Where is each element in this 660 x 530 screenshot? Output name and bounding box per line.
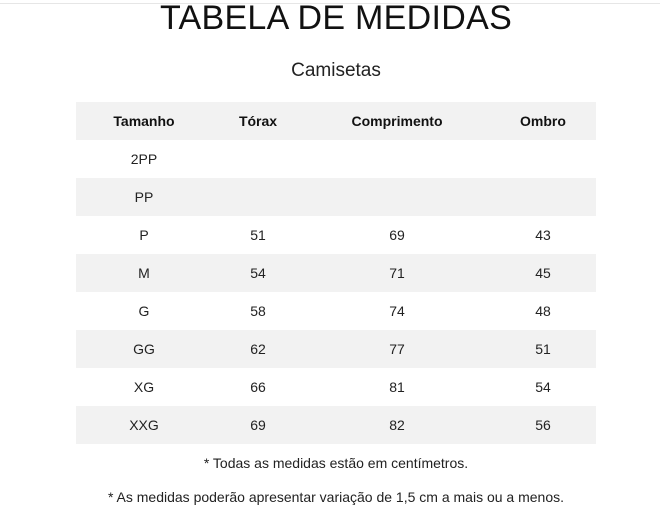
cell-chest: 62 [212,330,304,368]
cell-chest [212,178,304,216]
cell-chest: 51 [250,227,266,243]
cell-length: 81 [389,379,405,395]
header-shoulder: Ombro [490,102,596,140]
cell-size: M [76,254,212,292]
cell-shoulder: 45 [490,254,596,292]
header-chest: Tórax [212,102,304,140]
table-row [76,330,596,368]
cell-chest [212,140,304,178]
cell-shoulder: 56 [490,406,596,444]
cell-shoulder [490,140,596,178]
table-row [76,178,596,216]
size-table [76,102,596,444]
cell-size: 2PP [130,151,158,167]
cell-shoulder: 48 [535,303,551,319]
units-note: * Todas as medidas estão em centímetros. [203,455,469,471]
cell-length: 77 [304,330,490,368]
cell-size: XXG [76,406,212,444]
cell-size: P [139,227,149,243]
table-row [76,292,596,330]
cell-size: GG [76,330,212,368]
table-row [76,140,596,178]
cell-chest: 54 [212,254,304,292]
cell-shoulder: 43 [535,227,551,243]
cell-chest: 66 [250,379,266,395]
variation-note: * As medidas poderão apresentar variação de 1,5 cm a mais ou a menos. [107,489,565,505]
cell-length [304,178,490,216]
page-title: TABELA DE MEDIDAS [159,0,513,37]
cell-size: XG [133,379,155,395]
cell-length: 71 [304,254,490,292]
table-row [76,254,596,292]
cell-chest: 58 [250,303,266,319]
cell-shoulder [490,178,596,216]
header-length: Comprimento [304,102,490,140]
table-row [76,216,596,254]
cell-chest: 69 [212,406,304,444]
cell-shoulder: 54 [535,379,551,395]
cell-size: PP [76,178,212,216]
page-subtitle: Camisetas [291,60,381,81]
table-header-row [76,102,596,140]
cell-length: 82 [304,406,490,444]
cell-length [304,140,490,178]
header-size: Tamanho [76,102,212,140]
table-row [76,368,596,406]
cell-size: G [138,303,150,319]
cell-length: 69 [389,227,405,243]
cell-length: 74 [389,303,405,319]
table-row [76,406,596,444]
cell-shoulder: 51 [490,330,596,368]
